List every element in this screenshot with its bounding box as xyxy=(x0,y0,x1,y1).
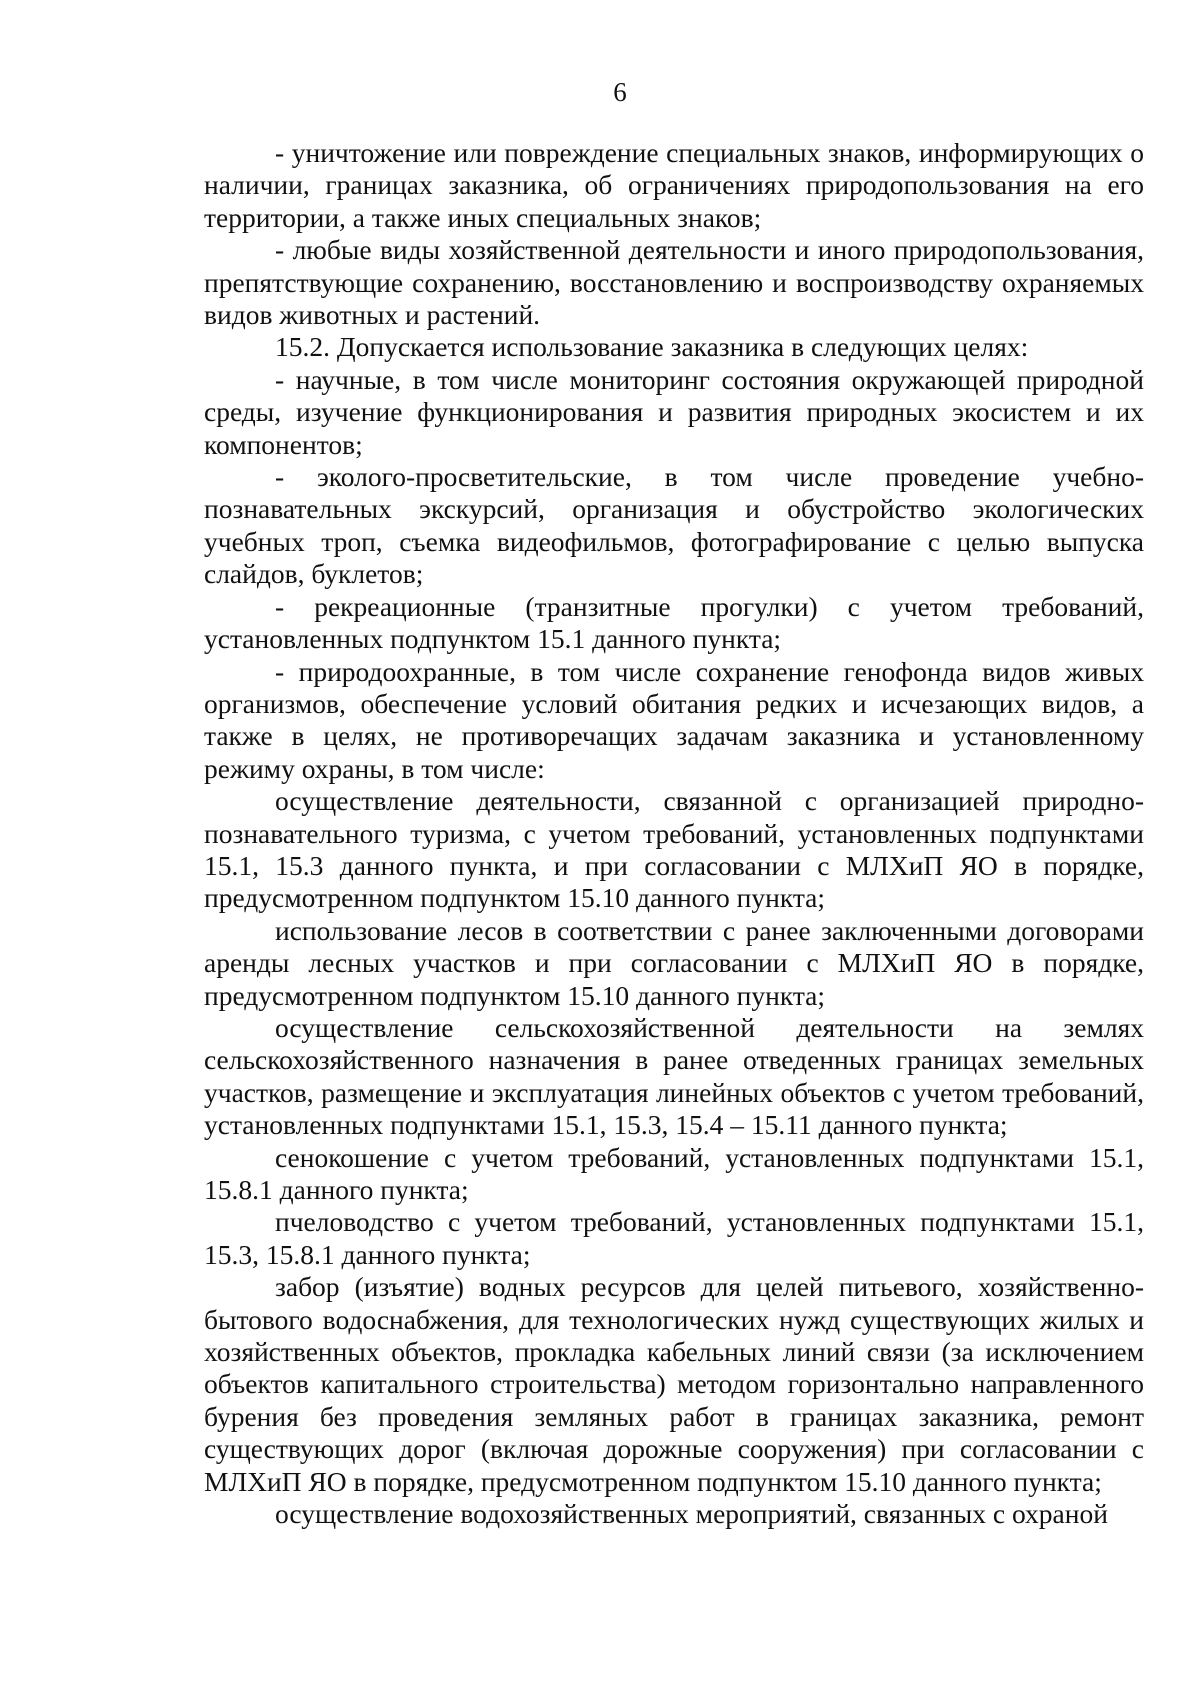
paragraph-agriculture: осуществление сельскохозяйственной деятельности на землях сельскохозяйственного назначения в ранее отведенных границах земельных участков, размещение и эксплуатация линейных объектов с учетом требований, установленных подпунктами 15.1, 15.3, 15.4 – 15.11 данного пункта; xyxy=(204,1011,1144,1141)
paragraph-conservation-use: - природоохранные, в том числе сохранение генофонда видов живых организмов, обеспечение условий обитания редких и исчезающих видов, а также в целях, не противоречащих задачам заказника и установленному режиму охраны, в том числе: xyxy=(204,655,1144,784)
paragraph-prohibition-activities: - любые виды хозяйственной деятельности и иного природопользования, препятствующие сохранению, восстановлению и воспроизводству охраняемых видов животных и растений. xyxy=(204,234,1144,331)
paragraph-scientific-use: - научные, в том числе мониторинг состояния окружающей природной среды, изучение функционирования и развития природных экосистем и их компонентов; xyxy=(204,363,1144,460)
paragraph-water-use: забор (изъятие) водных ресурсов для целей питьевого, хозяйственно-бытового водоснабжения, для технологических нужд существующих жилых и хозяйственных объектов, прокладка кабельных линий связи (за исключением объектов капитального строительства) методом горизонтально направленного бурения без проведения земляных работ в границах заказника, ремонт существующих дорог (включая дорожные сооружения) при согласовании с МЛХиП ЯО в порядке, предусмотренном подпунктом 15.10 данного пункта; xyxy=(204,1271,1144,1497)
paragraph-educational-use: - эколого-просветительские, в том числе проведение учебно-познавательных экскурсий, организация и обустройство экологических учебных троп, съемка видеофильмов, фотографирование с целью выпуска слайдов, буклетов; xyxy=(204,461,1144,590)
paragraph-haymaking: сенокошение с учетом требований, установленных подпунктами 15.1, 15.8.1 данного пункта; xyxy=(204,1141,1144,1205)
paragraph-water-management: осуществление водохозяйственных мероприятий, связанных с охраной xyxy=(275,1498,1108,1530)
paragraph-recreational-use: - рекреационные (транзитные прогулки) с учетом требований, установленных подпунктом 15.1 данного пункта; xyxy=(204,590,1144,655)
paragraph-section-15-2: 15.2. Допускается использование заказника в следующих целях: xyxy=(275,331,1029,363)
paragraph-beekeeping: пчеловодство с учетом требований, установленных подпунктами 15.1, 15.3, 15.8.1 данного пункта; xyxy=(204,1206,1144,1270)
document-body xyxy=(204,137,1144,1530)
paragraph-forest-use: использование лесов в соответствии с ранее заключенными договорами аренды лесных участков и при согласовании с МЛХиП ЯО в порядке, предусмотренном подпунктом 15.10 данного пункта; xyxy=(204,914,1144,1011)
paragraph-tourism: осуществление деятельности, связанной с организацией природно-познавательного туризма, с учетом требований, установленных подпунктами 15.1, 15.3 данного пункта, и при согласовании с МЛХиП ЯО в порядке, предусмотренном подпунктом 15.10 данного пункта; xyxy=(204,785,1144,914)
page-number: 6 xyxy=(613,77,627,107)
paragraph-prohibition-signs: - уничтожение или повреждение специальных знаков, информирующих о наличии, границах заказника, об ограничениях природопользования на его территории, а также иных специальных знаков; xyxy=(204,137,1144,233)
